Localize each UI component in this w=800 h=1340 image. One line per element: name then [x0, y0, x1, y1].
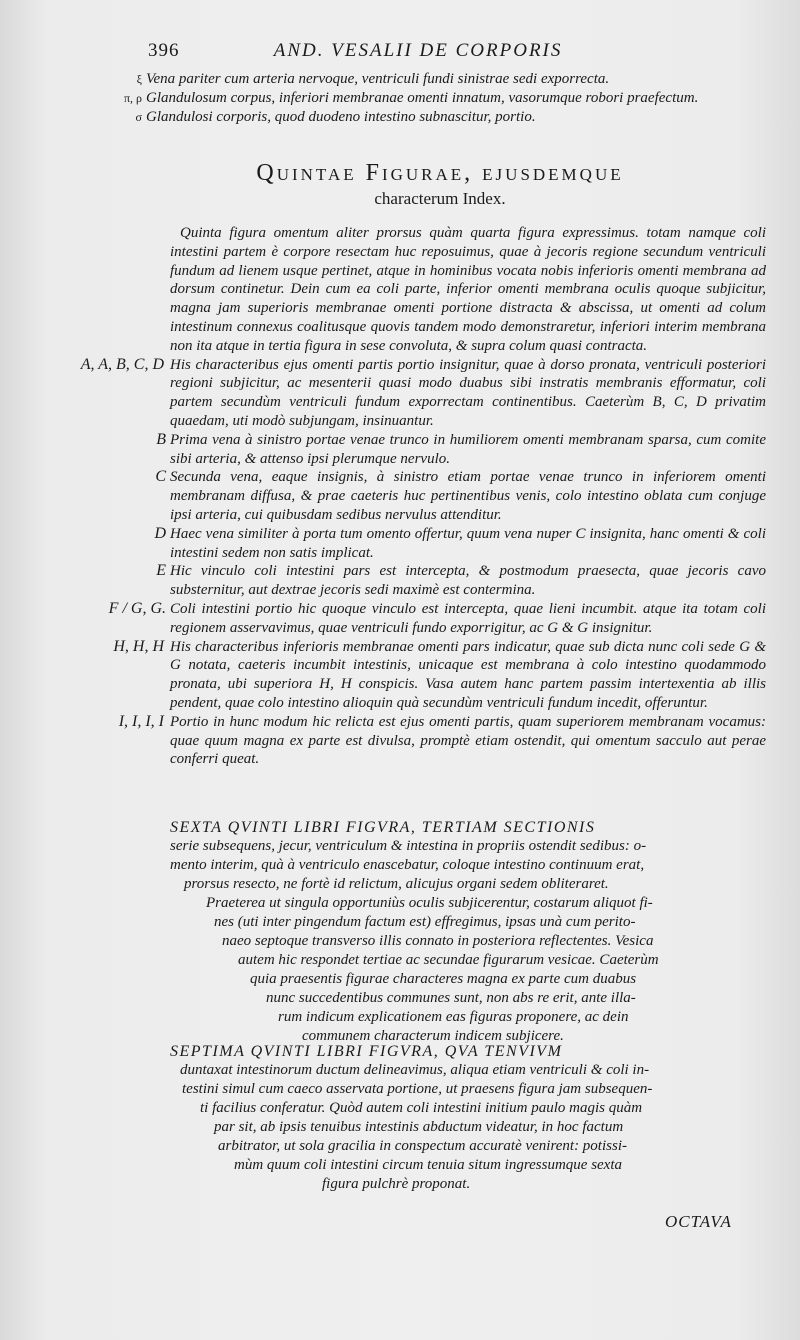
index-entry	[156, 430, 766, 469]
septima-line: figura pulchrè proponat.	[322, 1176, 471, 1192]
index-entry	[80, 355, 766, 431]
sexta-line: naeo septoque transverso illis connato in posteriora reflectentes. Vesica	[222, 933, 654, 949]
sexta-line: Praeterea ut singula opportuniùs oculis subjicerentur, costarum aliquot fi-	[206, 895, 653, 911]
intro-paragraph: Quinta figura omentum aliter prorsus quàm quarta figura expressimus. totam namque coli intestini partem è corpore resectam huc reposuimus, quae à jecoris regione secundum ventriculi fundum ad lienem usque pertinet, atque in hominibus vocata nobis inferioris omenti membrana ad dorsum continetur. Dein cum ea coli parte, inferior omenti membrana oculis quoque subjicitur, magna jam superioris membranae omenti portione distracta & abscissa, ut omenti ad colum intestinum connexus coalitusque quovis tandem modo demonstraretur, inferiori interim membrana non ita atque in tertia figura in sese convoluta, & supra colum quasi contracta.	[170, 225, 766, 354]
index-entry	[155, 468, 766, 524]
note-item	[118, 89, 758, 108]
index-entry	[156, 562, 766, 600]
septima-line: ti facilius conferatur. Quòd autem coli intestini initium paulo magis quàm	[200, 1100, 643, 1116]
note-mark: σ	[135, 110, 142, 124]
entry-ref: D	[154, 524, 166, 542]
sexta-line: nunc succedentibus communes sunt, non abs re erit, ante illa-	[266, 990, 636, 1006]
septima-line: arbitrator, ut sola gracilia in conspectum accuratè venirent: potissi-	[218, 1138, 627, 1154]
entry-text: Secunda vena, eaque insignis, à sinistro etiam portae venae trunco in inferiorem omenti membranam diffusa, & prae caeteris huc pertinentibus venis, colo intestino oblata cum conjuge ipsi arteria, cui quibusdam sedibus nervulus attenditur.	[170, 469, 766, 523]
sexta-line: autem hic respondet tertiae ac secundae figurarum vesicae. Caeterùm	[238, 952, 659, 968]
index-entry	[118, 712, 766, 769]
sexta-line: serie subsequens, jecur, ventriculum & intestina in propriis ostendit sedibus: o-	[170, 838, 647, 854]
sexta-line: rum indicum explicationem eas figuras proponere, ac dein	[278, 1009, 629, 1025]
entry-text: Prima vena à sinistro portae venae trunco in humiliorem omenti membranam sparsa, cum comite sibi arteria, & attenso ipsi plerumque nervulo.	[170, 431, 766, 467]
sexta-line: prorsus resecto, ne fortè id relictum, alicujus organi sedem obliteraret.	[184, 876, 609, 892]
entry-text: His characteribus inferioris membranae omenti pars indicatur, quae sub dicta nunc coli sede G & G notata, caeteris incumbit intestinis, unicaque est membrana à colo intestino quodammodo pronata, ubi superiora H, H conspicis. Vasa autem hanc partem passim intertexentia ab illis pendent, quae colo intestino alioquin quà secundùm ventriculi fundum incedit, offeruntur.	[170, 638, 766, 711]
septima-line: par sit, ab ipsis tenuibus intestinis abductum videatur, in hoc factum	[214, 1119, 624, 1135]
note-mark: π, ρ	[123, 91, 142, 105]
septima-line: mùm quum coli intestini circum tenuia situm ingressumque sexta	[234, 1157, 623, 1173]
entry-ref: E	[156, 562, 166, 580]
entry-text: His characteribus ejus omenti partis portio insignitur, quae à dorso pronata, ventriculi posteriori regioni subjicitur, ac mesenterii quasi modo duabus sibi instratis membranis efformatur, coli partem secundùm ventriculi fundum exporrectam continentibus. Caeterùm B, C, D privatim quaedam, uti modò subjungam, insinuantur.	[170, 356, 766, 429]
section-title	[150, 160, 730, 209]
entry-ref: I, I, I, I	[118, 712, 164, 730]
sexta-line: quia praesentis figurae characteres magna ex parte cum duabus	[250, 971, 637, 987]
index-entry	[113, 637, 766, 713]
index-entry	[108, 599, 766, 638]
entry-text: Portio in hunc modum hic relicta est ejus omenti partis, quam superiorem membranam vocamus: quae quum magna ex parte est divulsa, promptè etiam ostendit, qui omentum sacculo aut perae conferri queat.	[170, 713, 766, 768]
sexta-section	[170, 818, 770, 1046]
title-line-1: Quintae Figurae, ejusdemque	[256, 160, 624, 186]
septima-line: duntaxat intestinorum ductum delineavimus, aliqua etiam ventriculi & coli in-	[180, 1062, 650, 1078]
note-item	[118, 108, 758, 127]
note-text: Vena pariter cum arteria nervoque, ventriculi fundi sinistrae sedi exporrecta.	[146, 71, 610, 87]
sexta-heading: SEXTA QVINTI LIBRI FIGVRA, TERTIAM SECTIONIS	[170, 819, 596, 836]
note-mark: ξ	[136, 72, 142, 86]
sexta-line: communem characterum indicem subjicere.	[302, 1028, 564, 1044]
index-body	[80, 224, 766, 769]
title-line-2: characterum Index.	[374, 189, 506, 208]
septima-section	[170, 1042, 770, 1194]
septima-line: testini simul cum caeco asservata portione, ut praesens figura jam subsequen-	[182, 1081, 653, 1097]
entry-ref: A, A, B, C, D	[80, 355, 164, 373]
entry-ref: F / G, G.	[108, 599, 166, 617]
entry-text: Hic vinculo coli intestini pars est intercepta, & postmodum praesecta, quae jecoris cavo substernitur, aut dextrae jecoris sedi maximè est contermina.	[170, 563, 766, 599]
entry-ref: C	[155, 468, 166, 486]
page-number: 396	[148, 40, 180, 61]
note-item	[118, 70, 758, 89]
sexta-line: nes (uti inter pingendum factum est) effregimus, ipsas unà cum perito-	[214, 914, 636, 930]
catchword: OCTAVA	[665, 1212, 732, 1231]
note-text: Glandulosum corpus, inferiori membranae omenti innatum, vasorumque robori praefectum.	[146, 90, 699, 106]
running-head: AND. VESALII DE CORPORIS	[273, 40, 563, 61]
note-text: Glandulosi corporis, quod duodeno intestino subnascitur, portio.	[146, 109, 536, 125]
septima-heading: SEPTIMA QVINTI LIBRI FIGVRA, QVA TENVIVM	[170, 1043, 563, 1060]
entry-ref: B	[156, 430, 166, 448]
entry-text: Coli intestini portio hic quoque vinculo est intercepta, quae lieni incumbit. atque ita totam coli regionem asservavimus, quae ventriculi fundo exporrigitur, ac G & G insignitur.	[170, 600, 766, 636]
index-entry	[154, 524, 766, 563]
preceding-notes	[118, 70, 758, 127]
page-header	[148, 40, 748, 62]
entry-text: Haec vena similiter à porta tum omento offertur, quum vena nuper C insignita, hanc omenti & coli intestini sedem non satis implicat.	[170, 525, 766, 561]
sexta-line: mento interim, quà à ventriculo enascebatur, coloque intestino continuum erat,	[170, 857, 645, 873]
entry-ref: H, H, H	[113, 637, 164, 655]
